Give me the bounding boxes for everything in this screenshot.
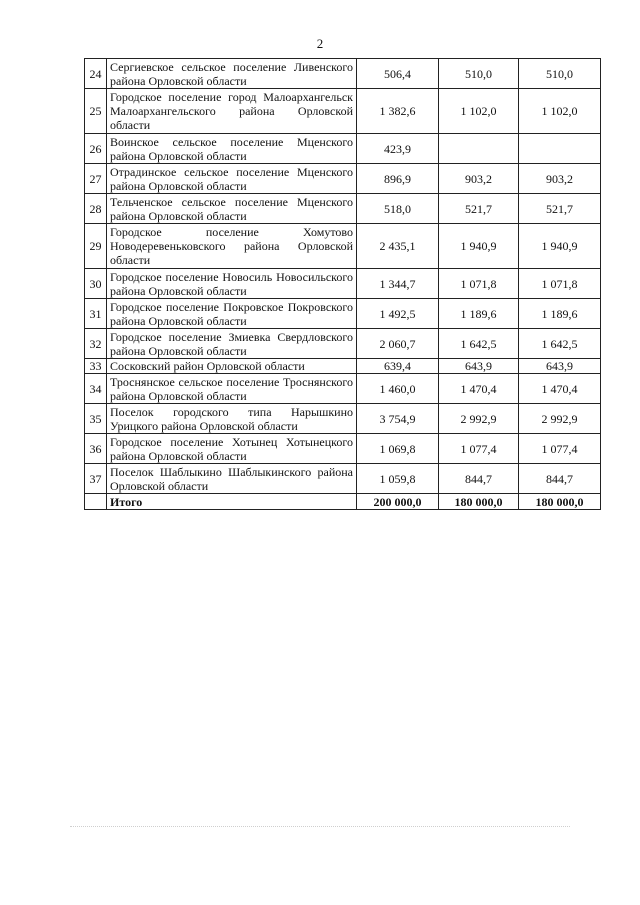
- value-col-3: 1 077,4: [519, 434, 601, 464]
- value-col-3: 903,2: [519, 164, 601, 194]
- settlement-name: Отрадинское сельское поселение Мценского района Орловской области: [107, 164, 357, 194]
- value-col-1: 1 460,0: [357, 374, 439, 404]
- table-row: [85, 359, 601, 374]
- row-number: 26: [85, 134, 107, 164]
- value-col-1: 1 344,7: [357, 269, 439, 299]
- value-col-2: 1 102,0: [439, 89, 519, 134]
- settlement-name: Поселок городского типа Нарышкино Урицкого района Орловской области: [107, 404, 357, 434]
- value-col-1: 1 059,8: [357, 464, 439, 494]
- total-label: Итого: [107, 494, 357, 510]
- total-value-col-2: 180 000,0: [439, 494, 519, 510]
- table-row: [85, 464, 601, 494]
- settlement-name: Городское поселение Хотынец Хотынецкого района Орловской области: [107, 434, 357, 464]
- value-col-1: 639,4: [357, 359, 439, 374]
- total-row: [85, 494, 601, 510]
- value-col-3: 1 189,6: [519, 299, 601, 329]
- value-col-1: 3 754,9: [357, 404, 439, 434]
- table-row: [85, 59, 601, 89]
- value-col-3: 844,7: [519, 464, 601, 494]
- value-col-1: 2 060,7: [357, 329, 439, 359]
- row-number: 31: [85, 299, 107, 329]
- row-number: 34: [85, 374, 107, 404]
- value-col-3: 1 940,9: [519, 224, 601, 269]
- value-col-2: 643,9: [439, 359, 519, 374]
- row-number: 32: [85, 329, 107, 359]
- row-number: 35: [85, 404, 107, 434]
- table-row: [85, 164, 601, 194]
- value-col-3: [519, 134, 601, 164]
- scan-artifact: [70, 826, 570, 829]
- settlement-name: Городское поселение Змиевка Свердловского района Орловской области: [107, 329, 357, 359]
- row-number: 37: [85, 464, 107, 494]
- settlement-name: Троснянское сельское поселение Троснянского района Орловской области: [107, 374, 357, 404]
- value-col-2: 521,7: [439, 194, 519, 224]
- row-number: 36: [85, 434, 107, 464]
- value-col-1: 1 382,6: [357, 89, 439, 134]
- value-col-1: 896,9: [357, 164, 439, 194]
- table-row: [85, 224, 601, 269]
- settlement-name: Городское поселение город Малоархангельск Малоархангельского района Орловской области: [107, 89, 357, 134]
- total-value-col-3: 180 000,0: [519, 494, 601, 510]
- row-number: 29: [85, 224, 107, 269]
- row-number: 30: [85, 269, 107, 299]
- value-col-2: 1 071,8: [439, 269, 519, 299]
- value-col-1: 423,9: [357, 134, 439, 164]
- value-col-1: 2 435,1: [357, 224, 439, 269]
- value-col-2: 1 470,4: [439, 374, 519, 404]
- settlement-name: Городское поселение Хомутово Новодеревеньковского района Орловской области: [107, 224, 357, 269]
- settlement-name: Воинское сельское поселение Мценского района Орловской области: [107, 134, 357, 164]
- row-number: 27: [85, 164, 107, 194]
- settlement-name: Сосковский район Орловской области: [107, 359, 357, 374]
- table-row: [85, 404, 601, 434]
- settlement-name: Тельченское сельское поселение Мценского района Орловской области: [107, 194, 357, 224]
- value-col-2: 1 077,4: [439, 434, 519, 464]
- value-col-2: 844,7: [439, 464, 519, 494]
- value-col-2: 1 642,5: [439, 329, 519, 359]
- total-row-number: [85, 494, 107, 510]
- row-number: 33: [85, 359, 107, 374]
- table-row: [85, 299, 601, 329]
- value-col-1: 1 492,5: [357, 299, 439, 329]
- value-col-1: 1 069,8: [357, 434, 439, 464]
- value-col-3: 1 071,8: [519, 269, 601, 299]
- value-col-3: 1 470,4: [519, 374, 601, 404]
- settlement-name: Городское поселение Покровское Покровского района Орловской области: [107, 299, 357, 329]
- table-row: [85, 434, 601, 464]
- settlement-name: Городское поселение Новосиль Новосильского района Орловской области: [107, 269, 357, 299]
- value-col-3: 643,9: [519, 359, 601, 374]
- settlement-name: Поселок Шаблыкино Шаблыкинского района Орловской области: [107, 464, 357, 494]
- value-col-2: 1 189,6: [439, 299, 519, 329]
- value-col-2: 2 992,9: [439, 404, 519, 434]
- value-col-3: 1 102,0: [519, 89, 601, 134]
- value-col-3: 521,7: [519, 194, 601, 224]
- table-row: [85, 269, 601, 299]
- table-row: [85, 374, 601, 404]
- table-row: [85, 89, 601, 134]
- table-row: [85, 329, 601, 359]
- value-col-3: 2 992,9: [519, 404, 601, 434]
- page-number: 2: [316, 36, 324, 51]
- value-col-2: 903,2: [439, 164, 519, 194]
- value-col-3: 510,0: [519, 59, 601, 89]
- row-number: 24: [85, 59, 107, 89]
- settlement-name: Сергиевское сельское поселение Ливенского района Орловской области: [107, 59, 357, 89]
- row-number: 28: [85, 194, 107, 224]
- table-body: [85, 59, 601, 510]
- value-col-1: 518,0: [357, 194, 439, 224]
- value-col-2: 510,0: [439, 59, 519, 89]
- value-col-1: 506,4: [357, 59, 439, 89]
- allocation-table: [84, 58, 601, 510]
- table-row: [85, 194, 601, 224]
- value-col-3: 1 642,5: [519, 329, 601, 359]
- row-number: 25: [85, 89, 107, 134]
- table-row: [85, 134, 601, 164]
- total-value-col-1: 200 000,0: [357, 494, 439, 510]
- value-col-2: [439, 134, 519, 164]
- value-col-2: 1 940,9: [439, 224, 519, 269]
